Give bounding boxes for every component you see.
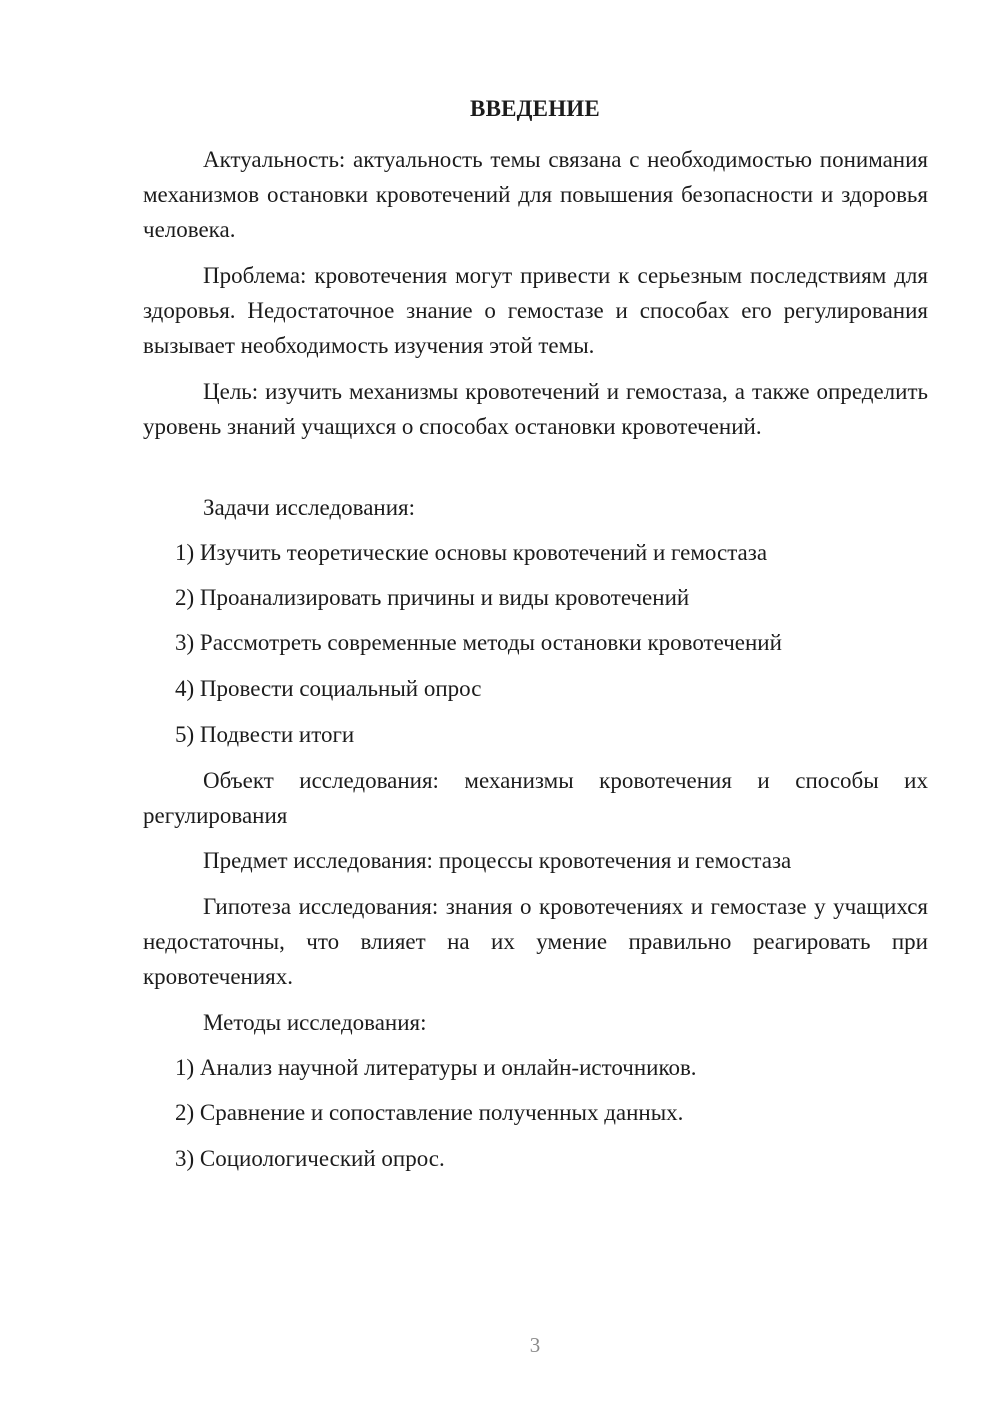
- relevance-paragraph: Актуальность: актуальность темы связана с необходимостью понимания механизмов остановки кровотечений для повышения безопасности и здоровья человека.: [143, 147, 928, 242]
- method-item-1: 1) Анализ научной литературы и онлайн-источников.: [175, 1055, 697, 1080]
- methods-heading: Методы исследования:: [203, 1010, 427, 1035]
- task-item-4: 4) Провести социальный опрос: [175, 676, 482, 701]
- task-item-1: 1) Изучить теоретические основы кровотечений и гемостаза: [175, 540, 768, 565]
- tasks-heading: Задачи исследования:: [203, 495, 416, 520]
- subject-paragraph: Предмет исследования: процессы кровотечения и гемостаза: [203, 848, 792, 873]
- page-number: 3: [529, 1333, 541, 1357]
- task-item-3: 3) Рассмотреть современные методы остановки кровотечений: [175, 630, 782, 655]
- task-item-2: 2) Проанализировать причины и виды кровотечений: [175, 585, 690, 610]
- task-item-5: 5) Подвести итоги: [175, 722, 355, 747]
- method-item-3: 3) Социологический опрос.: [175, 1146, 445, 1171]
- problem-paragraph: Проблема: кровотечения могут привести к серьезным последствиям для здоровья. Недостаточное знание о гемостазе и способах его регулирования вызывает необходимость изучения этой темы.: [143, 263, 928, 358]
- goal-paragraph: Цель: изучить механизмы кровотечений и гемостаза, а также определить уровень знаний учащихся о способах остановки кровотечений.: [143, 379, 928, 439]
- hypothesis-paragraph: Гипотеза исследования: знания о кровотечениях и гемостазе у учащихся недостаточны, что влияет на их умение правильно реагировать при кровотечениях.: [143, 894, 928, 989]
- method-item-2: 2) Сравнение и сопоставление полученных данных.: [175, 1100, 684, 1125]
- page-title: ВВЕДЕНИЕ: [470, 96, 600, 121]
- object-paragraph: Объект исследования: механизмы кровотечения и способы их регулирования: [143, 768, 928, 828]
